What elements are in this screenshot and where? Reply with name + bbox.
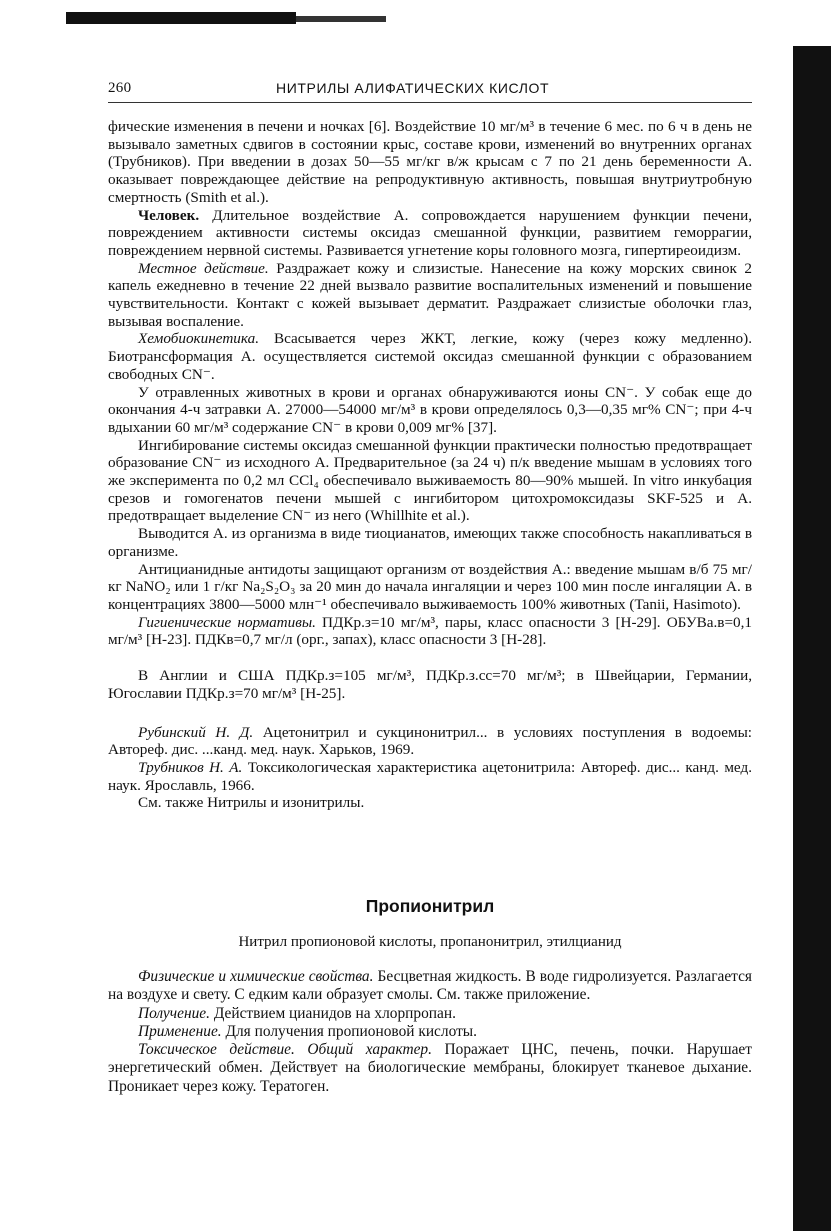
scan-edge-top xyxy=(66,12,296,24)
paragraph-lead: Местное действие. xyxy=(138,259,269,277)
scan-edge-top-fade xyxy=(296,16,386,22)
paragraph: У отравленных животных в крови и органах обнаруживаются ионы CN⁻. У собак еще до окончания 4-ч затравки А. 27000—54000 мг/м³ в крови определялось 0,3—0,35 мг% CN⁻; при 4-ч вдыхании 60 мг/м³ содержание CN⁻ в крови 0,009 мг% [37]. xyxy=(108,383,752,436)
paragraph-production xyxy=(108,1005,752,1023)
paragraph-hygiene-norms xyxy=(108,614,752,649)
paragraph-text: Всасывается через ЖКТ, легкие, кожу (через кожу медленно). Биотрансформация А. осуществляется системой оксидаз смешанной функции с образованием свободных CN⁻. xyxy=(108,330,752,383)
paragraph-text: Длительное воздействие А. сопровождается нарушением функции печени, повреждением активности системы оксидаз смешанной функции, развитием геморрагии, повреждением нервной системы. Развивается угнетение коры головного мозга, гипертиреоидизм. xyxy=(108,206,752,259)
paragraph-lead: Хемобиокинетика. xyxy=(138,330,260,348)
see-also: См. также Нитрилы и изонитрилы. xyxy=(138,794,365,812)
page-header xyxy=(108,78,752,102)
paragraph-lead: Токсическое действие. Общий характер. xyxy=(138,1041,432,1059)
section-title: Пропионитрил xyxy=(365,896,495,916)
main-text xyxy=(108,118,752,812)
paragraph: Ингибирование системы оксидаз смешанной функции практически полностью предотвращает образование CN⁻ из исходного А. Предварительное (за 24 ч) п/к введение мышам в условиях того же эксперимента по 0,2 мл CCl₄ обеспечивало выживаемость 80—90% мышей. In vitro инкубация срезов и гомогенатов печени мышей с ингибитором цитохромоксидазы SKF-525 и А. предотвращает выделение CN⁻ из него (Whillhite et al.). xyxy=(108,436,752,525)
paragraph-text: Для получения пропионовой кислоты. xyxy=(225,1022,477,1040)
paragraph: В Англии и США ПДКр.з=105 мг/м³, ПДКр.з.сс=70 мг/м³; в Швейцарии, Германии, Югославии ПДКр.з=70 мг/м³ [Н-25]. xyxy=(108,667,752,702)
running-head: НИТРИЛЫ АЛИФАТИЧЕСКИХ КИСЛОТ xyxy=(276,80,550,96)
header-rule xyxy=(108,102,752,103)
scan-edge-right xyxy=(793,46,831,1231)
paragraph-lead: Получение. xyxy=(138,1004,210,1022)
page-number: 260 xyxy=(108,80,132,96)
paragraph-text: ПДКр.з=10 мг/м³, пары, класс опасности 3 [Н-29]. ОБУВа.в=0,1 мг/м³ [Н-23]. ПДКв=0,7 мг/л (орг., запах), класс опасности 3 [Н-28]. xyxy=(108,613,752,649)
section-text xyxy=(108,968,752,1096)
paragraph: Выводится А. из организма в виде тиоцианатов, имеющих также способность накапливаться в организме. xyxy=(108,525,752,560)
paragraph-properties xyxy=(108,968,752,1005)
paragraph-text: Поражает ЦНС, печень, почки. Нарушает энергетический обмен. Действует на биологические мембраны, блокирует тканевое дыхание. Проникает через кожу. Тератоген. xyxy=(108,1041,752,1095)
paragraph-text: Раздражает кожу и слизистые. Нанесение на кожу морских свинок 2 капель ежедневно в течение 22 дней вызвало развитие воспалительных изменений и повышение чувствительности. Контакт с кожей вызывает дерматит. Раздражает слизистые оболочки глаз, вызывая воспаление. xyxy=(108,259,753,330)
paragraph-lead: Применение. xyxy=(138,1022,222,1040)
paragraph: Антицианидные антидоты защищают организм от воздействия А.: введение мышам в/б 75 мг/кг NaNO₂ или 1 г/кг Na₂S₂O₃ за 20 мин до начала ингаляции и через 100 мин после ингаляции А. в концентрациях 3800—5000 млн⁻¹ обеспечивало выживаемость 100% животных (Tanii, Hasimoto). xyxy=(108,560,752,613)
paragraph-lead: Гигиенические нормативы. xyxy=(138,613,316,631)
paragraph-text: Бесцветная жидкость. В воде гидролизуется. Разлагается на воздухе и свету. С едким кали образует смолы. См. также приложение. xyxy=(108,968,752,1004)
paragraph-local-action xyxy=(108,260,752,331)
paragraph-lead: Человек. xyxy=(138,206,200,224)
reference-item xyxy=(108,724,752,759)
paragraph-chemobiokinetics xyxy=(108,330,752,383)
paragraph-text: Действием цианидов на хлорпропан. xyxy=(213,1004,456,1022)
reference-author: Рубинский Н. Д. xyxy=(138,723,254,741)
paragraph-toxic-action xyxy=(108,1041,752,1096)
reference-text: Токсикологическая характеристика ацетонитрила: Автореф. дис... канд. мед. наук. Ярославль, 1966. xyxy=(108,758,752,794)
reference-item xyxy=(108,759,752,794)
reference-author: Трубников Н. А. xyxy=(138,758,243,776)
paragraph: фические изменения в печени и ночках [6]. Воздействие 10 мг/м³ в течение 6 мес. по 6 ч в день не вызывало заметных сдвигов в состоянии крыс, составе крови, изменений во внутренних органах (Трубников). При введении в дозах 50—55 мг/кг в/ж крысам с 7 по 21 день беременности А. оказывает повреждающее действие на репродуктивную активность, повышая внутриутробную смертность (Smith et al.). xyxy=(108,118,752,206)
reference-text: Ацетонитрил и сукцинонитрил... в условиях поступления в водоемы: Автореф. дис. ...канд. мед. наук. Харьков, 1969. xyxy=(108,723,753,759)
paragraph-lead: Физические и химические свойства. xyxy=(138,968,374,985)
paragraph-application xyxy=(108,1023,752,1041)
paragraph-human xyxy=(108,207,752,260)
section-subtitle: Нитрил пропионовой кислоты, пропанонитрил, этилцианид xyxy=(238,934,622,950)
